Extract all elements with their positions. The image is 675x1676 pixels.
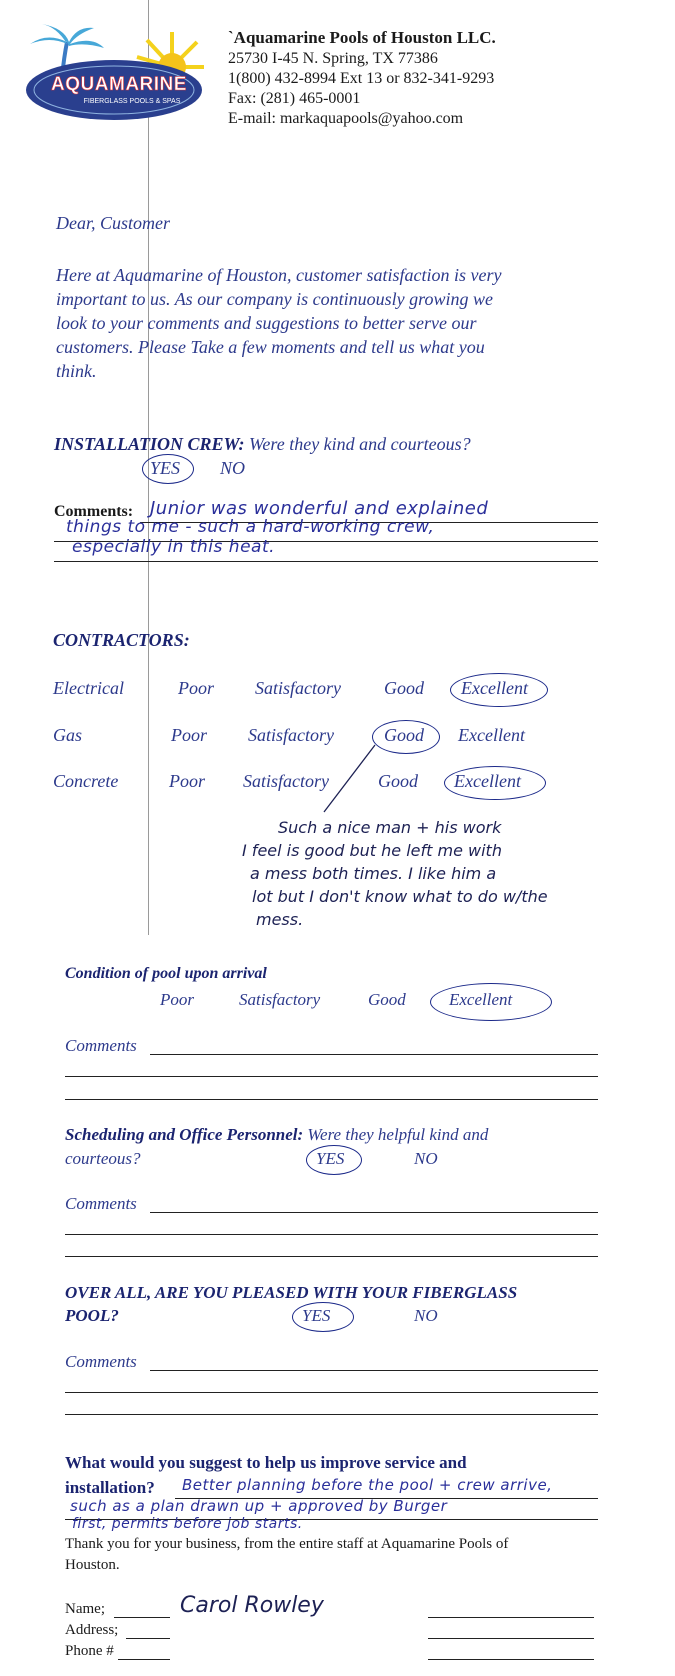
right-field-line: [428, 1659, 594, 1660]
rating-excellent[interactable]: Excellent: [461, 678, 528, 698]
scheduling-question-2: courteous?: [65, 1149, 141, 1168]
contractors-heading: CONTRACTORS:: [53, 630, 190, 650]
installation-yes[interactable]: YES: [150, 458, 181, 478]
installation-comment-3: especially in this heat.: [72, 537, 276, 557]
installation-no[interactable]: NO: [220, 458, 246, 478]
scheduling-no[interactable]: NO: [414, 1149, 438, 1168]
contractor-name: Gas: [53, 725, 83, 745]
overall-heading-2: POOL?: [65, 1306, 119, 1325]
phone-line: [118, 1659, 170, 1660]
contractor-note: [242, 816, 548, 931]
rating-satisfactory[interactable]: Satisfactory: [248, 725, 334, 745]
suggest-answer-1: Better planning before the pool + crew arrive,: [182, 1476, 553, 1494]
comment-line: [65, 1076, 598, 1077]
intro-line: important to us. As our company is continuously growing we: [56, 289, 494, 309]
note-line: a mess both times. I like him a: [250, 864, 497, 883]
installation-question: Were they kind and courteous?: [249, 434, 471, 454]
note-line: lot but I don't know what to do w/the: [252, 887, 548, 906]
name-value: Carol Rowley: [180, 1593, 324, 1618]
scheduling-question: Were they helpful kind and: [307, 1125, 489, 1144]
rating-satisfactory[interactable]: Satisfactory: [243, 771, 329, 791]
address-line: [126, 1638, 170, 1639]
rating-poor[interactable]: Poor: [160, 990, 194, 1009]
suggest-heading-1: What would you suggest to help us improve service and: [65, 1453, 467, 1472]
note-line: Such a nice man + his work: [278, 818, 502, 837]
comment-line: [54, 561, 598, 562]
intro-line: think.: [56, 361, 97, 381]
yes-selection-circle: [142, 454, 194, 484]
overall-yes-circle: [292, 1302, 354, 1332]
scheduling-heading-line: [65, 1125, 488, 1145]
scheduling-yes[interactable]: YES: [316, 1149, 345, 1168]
comment-line: [150, 1370, 598, 1371]
address-label: Address;: [65, 1622, 119, 1638]
condition-selection-circle: [430, 983, 552, 1021]
concrete-selection-circle: [444, 766, 546, 800]
gas-selection-circle: [372, 720, 440, 754]
right-field-line: [428, 1638, 594, 1639]
phone-label: Phone #: [65, 1643, 114, 1659]
contractor-name: Electrical: [53, 678, 124, 698]
rating-good[interactable]: Good: [378, 771, 418, 791]
company-address: 25730 I-45 N. Spring, TX 77386: [228, 50, 438, 67]
company-logo: [22, 22, 207, 132]
rating-poor[interactable]: Poor: [178, 678, 214, 698]
installation-heading: INSTALLATION CREW:: [54, 434, 245, 454]
comment-line: [150, 1054, 598, 1055]
overall-yes[interactable]: YES: [302, 1306, 331, 1325]
company-phone: 1(800) 432-8994 Ext 13 or 832-341-9293: [228, 70, 495, 87]
overall-no[interactable]: NO: [414, 1306, 438, 1325]
comment-line: [65, 1414, 598, 1415]
intro-line: Here at Aquamarine of Houston, customer satisfaction is very: [56, 265, 502, 285]
thanks-line-1: Thank you for your business, from the entire staff at Aquamarine Pools of: [65, 1536, 509, 1552]
rating-good[interactable]: Good: [384, 725, 424, 745]
company-name: `Aquamarine Pools of Houston LLC.: [228, 28, 496, 47]
rating-excellent[interactable]: Excellent: [454, 771, 521, 791]
electrical-selection-circle: [450, 673, 548, 707]
scheduling-heading: Scheduling and Office Personnel:: [65, 1125, 304, 1144]
rating-excellent[interactable]: Excellent: [449, 990, 513, 1009]
scheduling-yes-circle: [306, 1145, 362, 1175]
suggest-answer-2: such as a plan drawn up + approved by Burger: [70, 1497, 448, 1515]
rating-good[interactable]: Good: [384, 678, 424, 698]
company-email: E-mail: markaquapools@yahoo.com: [228, 110, 464, 127]
rating-satisfactory[interactable]: Satisfactory: [239, 990, 321, 1009]
company-fax: Fax: (281) 465-0001: [228, 90, 361, 107]
logo-subtitle: FIBERGLASS POOLS & SPAS: [83, 98, 181, 105]
name-line: [114, 1617, 170, 1618]
comment-line: [65, 1099, 598, 1100]
contractor-name: Concrete: [53, 771, 119, 791]
name-label: Name;: [65, 1601, 105, 1617]
installation-comment-1: Junior was wonderful and explained: [150, 498, 489, 519]
installation-comment-2: things to me - such a hard-working crew,: [66, 517, 435, 537]
thanks-line-2: Houston.: [65, 1557, 120, 1573]
rating-excellent[interactable]: Excellent: [458, 725, 525, 745]
condition-comments-label: Comments: [65, 1036, 137, 1055]
rating-good[interactable]: Good: [368, 990, 406, 1009]
annotation-pointer-line: [320, 740, 380, 815]
suggest-heading-2: installation?: [65, 1478, 155, 1497]
installation-section: [54, 434, 471, 455]
overall-heading-1: OVER ALL, ARE YOU PLEASED WITH YOUR FIBERGLASS: [65, 1283, 518, 1302]
intro-line: look to your comments and suggestions to better serve our: [56, 313, 477, 333]
logo-wordmark: AQUAMARINE: [51, 74, 187, 95]
comment-line: [65, 1392, 598, 1393]
greeting: Dear, Customer: [56, 213, 171, 233]
comment-line: [65, 1234, 598, 1235]
rating-satisfactory[interactable]: Satisfactory: [255, 678, 341, 698]
condition-heading: Condition of pool upon arrival: [65, 965, 267, 982]
scheduling-comments-label: Comments: [65, 1194, 137, 1213]
intro-paragraph: [56, 263, 501, 383]
installation-comments-label: Comments:: [54, 503, 134, 520]
suggest-answer-3: first, permits before job starts.: [72, 1516, 303, 1532]
right-field-line: [428, 1617, 594, 1618]
note-line: I feel is good but he left me with: [242, 841, 502, 860]
rating-poor[interactable]: Poor: [169, 771, 205, 791]
note-line: mess.: [256, 910, 304, 929]
rating-poor[interactable]: Poor: [171, 725, 207, 745]
comment-line: [65, 1256, 598, 1257]
comment-line: [150, 1212, 598, 1213]
intro-line: customers. Please Take a few moments and tell us what you: [56, 337, 485, 357]
overall-comments-label: Comments: [65, 1352, 137, 1371]
